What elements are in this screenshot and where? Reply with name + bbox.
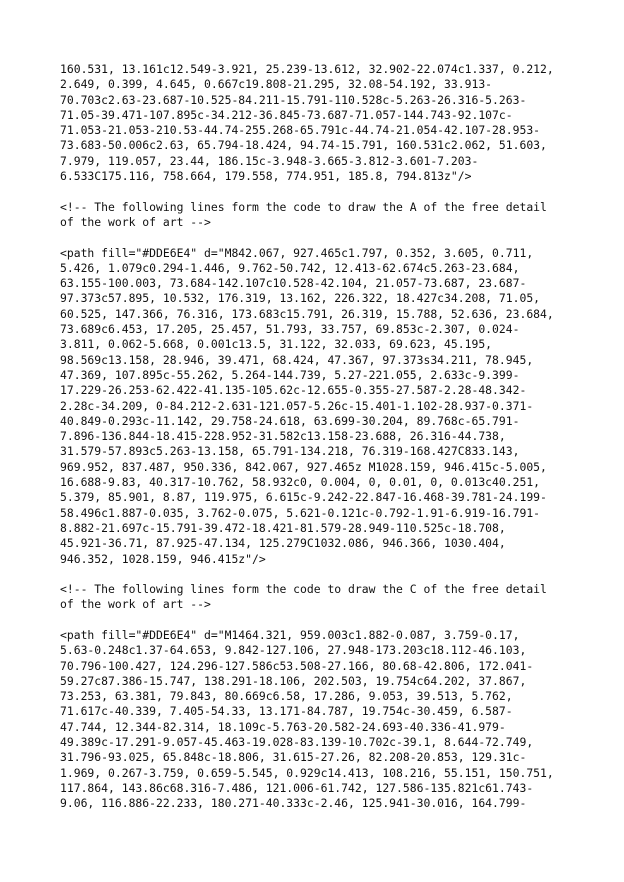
blank-line	[60, 184, 580, 199]
code-line: 70.796-100.427, 124.296-127.586c53.508-27.166, 80.68-42.806, 172.041-	[60, 658, 534, 673]
blank-line	[60, 613, 580, 628]
code-line: 40.849-0.293c-11.142, 29.758-24.618, 63.699-30.204, 89.768c-65.791-	[60, 413, 520, 428]
code-line: 117.864, 143.86c68.316-7.486, 121.006-61.742, 127.586-135.821c61.743-	[60, 780, 534, 795]
code-line: 70.703c2.63-23.687-10.525-84.211-15.791-110.528c-5.263-26.316-5.263-	[60, 92, 527, 107]
code-line: 9.06, 116.886-22.233, 180.271-40.333c-2.46, 125.941-30.016, 164.799-	[60, 796, 527, 811]
code-line: 60.525, 147.366, 76.316, 173.683c15.791, 26.319, 15.788, 52.636, 23.684,	[60, 306, 554, 321]
code-line: 2.28c-34.209, 0-84.212-2.631-121.057-5.26c-15.401-1.102-28.937-0.371-	[60, 398, 534, 413]
code-line: 71.053-21.053-210.53-44.74-255.268-65.791c-44.74-21.054-42.107-28.953-	[60, 123, 541, 138]
code-line: 5.426, 1.079c0.294-1.446, 9.762-50.742, 12.413-62.674c5.263-23.684,	[60, 260, 520, 275]
comment-line: of the work of art -->	[60, 214, 211, 229]
document-page	[60, 62, 580, 812]
code-line: 2.649, 0.399, 4.645, 0.667c19.808-21.295, 32.08-54.192, 33.913-	[60, 77, 493, 92]
code-line: 47.744, 12.344-82.314, 18.109c-5.763-20.582-24.693-40.336-41.979-	[60, 719, 506, 734]
code-line: 45.921-36.71, 87.925-47.134, 125.279C1032.086, 946.366, 1030.404,	[60, 536, 506, 551]
blank-line	[60, 230, 580, 245]
code-block-path-a	[60, 246, 580, 567]
code-line: 58.496c1.887-0.035, 3.762-0.075, 5.621-0.121c-0.792-1.91-6.919-16.791-	[60, 505, 541, 520]
code-line: 1.969, 0.267-3.759, 0.659-5.545, 0.929c14.413, 108.216, 55.151, 150.751,	[60, 765, 554, 780]
code-line: 31.579-57.893c5.263-13.158, 65.791-134.218, 76.319-168.427C833.143,	[60, 444, 520, 459]
code-line: 17.229-26.253-62.422-41.135-105.62c-12.655-0.355-27.587-2.28-48.342-	[60, 383, 527, 398]
code-line: 98.569c13.158, 28.946, 39.471, 68.424, 47.367, 97.373s34.211, 78.945,	[60, 352, 534, 367]
code-line: 16.688-9.83, 40.317-10.762, 58.932c0, 0.004, 0, 0.01, 0, 0.013c40.251,	[60, 475, 541, 490]
code-block-path-c	[60, 628, 580, 812]
code-line: 160.531, 13.161c12.549-3.921, 25.239-13.612, 32.902-22.074c1.337, 0.212,	[60, 62, 554, 76]
code-line: 7.979, 119.057, 23.44, 186.15c-3.948-3.665-3.812-3.601-7.203-	[60, 153, 479, 168]
code-line: 7.896-136.844-18.415-228.952-31.582c13.158-23.688, 26.316-44.738,	[60, 429, 506, 444]
code-line: 8.882-21.697c-15.791-39.472-18.421-81.579-28.949-110.525c-18.708,	[60, 520, 506, 535]
code-line: 73.683-50.006c2.63, 65.794-18.424, 94.74-15.791, 160.531c2.062, 51.603,	[60, 138, 547, 153]
comment-block-c	[60, 582, 580, 613]
comment-block-a	[60, 200, 580, 231]
code-line: 73.689c6.453, 17.205, 25.457, 51.793, 33.757, 69.853c-2.307, 0.024-	[60, 322, 520, 337]
comment-line: <!-- The following lines form the code to draw the A of the free detail	[60, 199, 547, 214]
code-line: 3.811, 0.062-5.668, 0.001c13.5, 31.122, 32.033, 69.623, 45.195,	[60, 337, 493, 352]
code-line: 63.155-100.003, 73.684-142.107c10.528-42.104, 21.057-73.687, 23.687-	[60, 276, 527, 291]
comment-line: <!-- The following lines form the code to draw the C of the free detail	[60, 582, 547, 597]
code-line: 946.352, 1028.159, 946.415z"/>	[60, 551, 266, 566]
code-line: 969.952, 837.487, 950.336, 842.067, 927.465z M1028.159, 946.415c-5.005,	[60, 459, 547, 474]
code-line: <path fill="#DDE6E4" d="M842.067, 927.465c1.797, 0.352, 3.605, 0.711,	[60, 245, 534, 260]
code-line: 71.05-39.471-107.895c-34.212-36.845-73.687-71.057-144.743-92.107c-	[60, 107, 513, 122]
code-line: 5.63-0.248c1.37-64.653, 9.842-127.106, 27.948-173.203c18.112-46.103,	[60, 643, 527, 658]
comment-line: of the work of art -->	[60, 597, 211, 612]
code-line: 73.253, 63.381, 79.843, 80.669c6.58, 17.286, 9.053, 39.513, 5.762,	[60, 689, 513, 704]
code-line: 47.369, 107.895c-55.262, 5.264-144.739, 5.27-221.055, 2.633c-9.399-	[60, 367, 520, 382]
code-line: 31.796-93.025, 65.848c-18.806, 31.615-27.26, 82.208-20.853, 129.31c-	[60, 750, 527, 765]
code-line: 6.533C175.116, 758.664, 179.558, 774.951, 185.8, 794.813z"/>	[60, 169, 472, 184]
code-block-path-end	[60, 62, 580, 184]
code-line: 97.373c57.895, 10.532, 176.319, 13.162, 226.322, 18.427c34.208, 71.05,	[60, 291, 541, 306]
code-line: 71.617c-40.339, 7.405-54.33, 13.171-84.787, 19.754c-30.459, 6.587-	[60, 704, 513, 719]
code-line: 59.27c87.386-15.747, 138.291-18.106, 202.503, 19.754c64.202, 37.867,	[60, 673, 527, 688]
code-line: <path fill="#DDE6E4" d="M1464.321, 959.003c1.882-0.087, 3.759-0.17,	[60, 627, 520, 642]
code-line: 49.389c-17.291-9.057-45.463-19.028-83.139-10.702c-39.1, 8.644-72.749,	[60, 735, 534, 750]
code-line: 5.379, 85.901, 8.87, 119.975, 6.615c-9.242-22.847-16.468-39.781-24.199-	[60, 490, 547, 505]
blank-line	[60, 567, 580, 582]
